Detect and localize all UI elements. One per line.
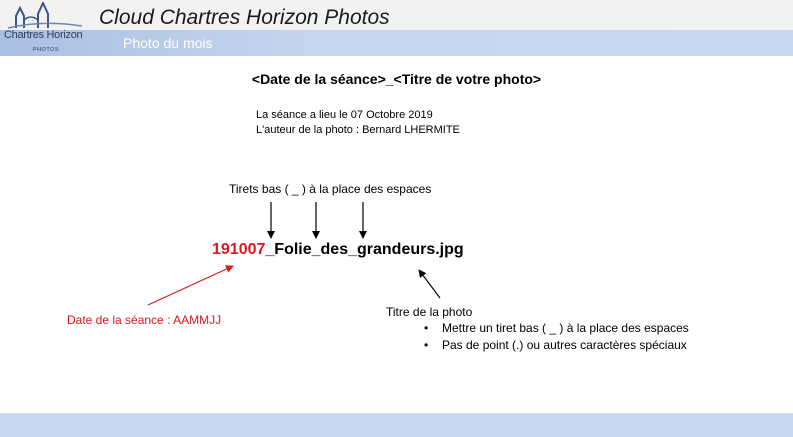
arrow-to-date [148,266,233,305]
underscore-hint: Tirets bas ( _ ) à la place des espaces [229,182,432,196]
filename-title-part: _Folie_des_grandeurs.jpg [265,241,464,258]
app-title: Cloud Chartres Horizon Photos [99,6,390,29]
footer-band [0,413,793,437]
rule-text: Pas de point (.) ou autres caractères spéciaux [442,338,687,352]
list-item [424,320,689,337]
title-label: Titre de la photo [386,305,473,319]
list-item [424,337,689,354]
bullet-glyph: • [424,321,429,335]
session-date-info: La séance a lieu le 07 Octobre 2019 [256,109,433,121]
date-format-label: Date de la séance : AAMMJJ [67,313,222,327]
logo-text: Chartres Horizon [4,29,83,41]
page-subtitle: Photo du mois [123,35,213,51]
filename-format-heading: <Date de la séance>_<Titre de votre photo> [251,71,542,87]
bullet-glyph: • [424,338,429,352]
filename-date-part: 191007 [212,241,266,258]
title-rules-list [424,320,689,354]
rule-text: Mettre un tiret bas ( _ ) à la place des espaces [442,321,689,335]
arrow-to-title [419,270,440,298]
author-info: L'auteur de la photo : Bernard LHERMITE [256,124,460,136]
logo-subtext: PHOTOS [32,47,60,53]
